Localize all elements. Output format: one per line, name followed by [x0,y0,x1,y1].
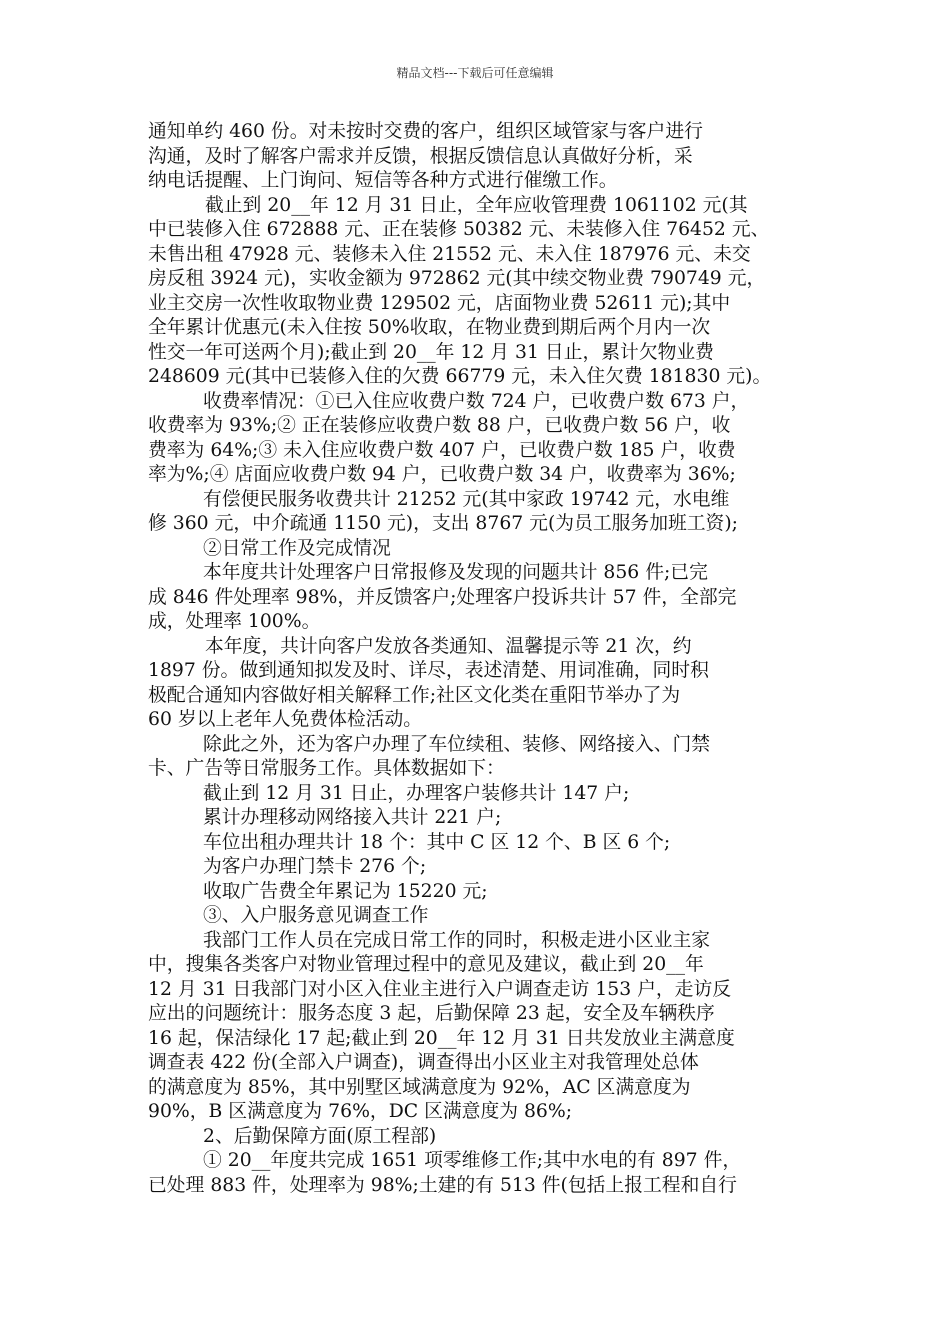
text-line: 极配合通知内容做好相关解释工作;社区文化类在重阳节举办了为 [148,684,681,706]
section-heading: 2、后勤保障方面(原工程部) [203,1125,437,1147]
text-line: 已处理 883 件，处理率为 98%;土建的有 513 件(包括上报工程和自行 [148,1174,737,1196]
text-line: 为客户办理门禁卡 276 个; [203,856,427,877]
text-line: 16 起，保洁绿化 17 起;截止到 20__年 12 月 31 日共发放业主满意度 [148,1027,735,1049]
document-body [148,120,818,1198]
text-line: 中，搜集各类客户对物业管理过程中的意见及建议，截止到 20__年 [148,954,704,975]
text-line: 卡、广告等日常服务工作。具体数据如下： [148,758,505,779]
text-line: 修 360 元，中介疏通 1150 元)，支出 8767 元(为员工服务加班工资); [148,513,738,534]
text-line: 成，处理率 100%。 [148,611,321,632]
text-line: 收取广告费全年累记为 15220 元; [203,880,488,902]
text-line: 除此之外，还为客户办理了车位续租、装修、网络接入、门禁 [203,733,711,755]
text-line: 60 岁以上老年人免费体检活动。 [148,709,423,730]
text-line: 纳电话提醒、上门询问、短信等各种方式进行催缴工作。 [148,170,618,191]
text-line: 我部门工作人员在完成日常工作的同时，积极走进小区业主家 [203,929,711,951]
text-line: 截止到 12 月 31 日止，办理客户装修共计 147 户; [203,782,630,804]
text-line: 收费率为 93%;② 正在装修应收费户数 88 户，已收费户数 56 户，收 [148,415,731,436]
text-line: ① 20__年度共完成 1651 项零维修工作;其中水电的有 897 件， [203,1150,742,1171]
text-line: 的满意度为 85%，其中别墅区域满意度为 92%，AC 区满意度为 [148,1076,691,1098]
text-line: 有偿便民服务收费共计 21252 元(其中家政 19742 元，水电维 [203,488,730,510]
text-line: 收费率情况：①已入住应收费户数 724 户，已收费户数 673 户， [203,390,750,412]
text-line: 248609 元(其中已装修入住的欠费 66779 元，未入住欠费 181830 元)。 [148,366,772,387]
text-line: 90%，B 区满意度为 76%，DC 区满意度为 86%; [148,1101,573,1122]
text-line: 房反租 3924 元)，实收金额为 972862 元(其中续交物业费 790749 元， [148,268,766,289]
text-line: 1897 份。做到通知拟发及时、详尽，表述清楚、用词准确，同时积 [148,660,709,681]
text-line: 应出的问题统计：服务态度 3 起，后勤保障 23 起，安全及车辆秩序 [148,1003,715,1024]
text-line: 通知单约 460 份。对未按时交费的客户，组织区域管家与客户进行 [148,121,703,142]
text-line: 全年累计优惠元(未入住按 50%收取，在物业费到期后两个月内一次 [148,317,711,338]
text-line: 本年度共计处理客户日常报修及发现的问题共计 856 件;已完 [203,562,708,583]
page-header: 精品文档---下载后可任意编辑 [396,66,554,80]
text-line: 调查表 422 份(全部入户调查)，调查得出小区业主对我管理处总体 [148,1052,699,1073]
text-line: 未售出租 47928 元、装修未入住 21552 元、未入住 187976 元、未交 [148,243,751,265]
text-line: 业主交房一次性收取物业费 129502 元，店面物业费 52611 元);其中 [148,292,731,314]
text-line: 沟通，及时了解客户需求并反馈，根据反馈信息认真做好分析，采 [148,145,693,167]
text-line: 车位出租办理共计 18 个：其中 C 区 12 个、B 区 6 个; [203,831,671,853]
section-heading: ②日常工作及完成情况 [203,537,391,559]
text-line: 性交一年可送两个月);截止到 20__年 12 月 31 日止，累计欠物业费 [148,341,714,363]
text-line: 累计办理移动网络接入共计 221 户; [203,807,502,828]
text-line: 率为%;④ 店面应收费户数 94 户，已收费户数 34 户，收费率为 36%; [148,464,736,485]
text-line: 截止到 20__年 12 月 31 日止，全年应收管理费 1061102 元(其 [205,194,748,216]
text-line: 费率为 64%;③ 未入住应收费户数 407 户，已收费户数 185 户，收费 [148,439,736,461]
section-heading: ③、入户服务意见调查工作 [203,905,429,926]
text-line: 12 月 31 日我部门对小区入住业主进行入户调查走访 153 户，走访反 [148,978,732,1000]
text-line: 本年度，共计向客户发放各类通知、温馨提示等 21 次，约 [205,635,692,657]
text-line: 中已装修入住 672888 元、正在装修 50382 元、未装修入住 76452 元、 [148,219,770,240]
text-line: 成 846 件处理率 98%，并反馈客户;处理客户投诉共计 57 件，全部完 [148,586,737,608]
